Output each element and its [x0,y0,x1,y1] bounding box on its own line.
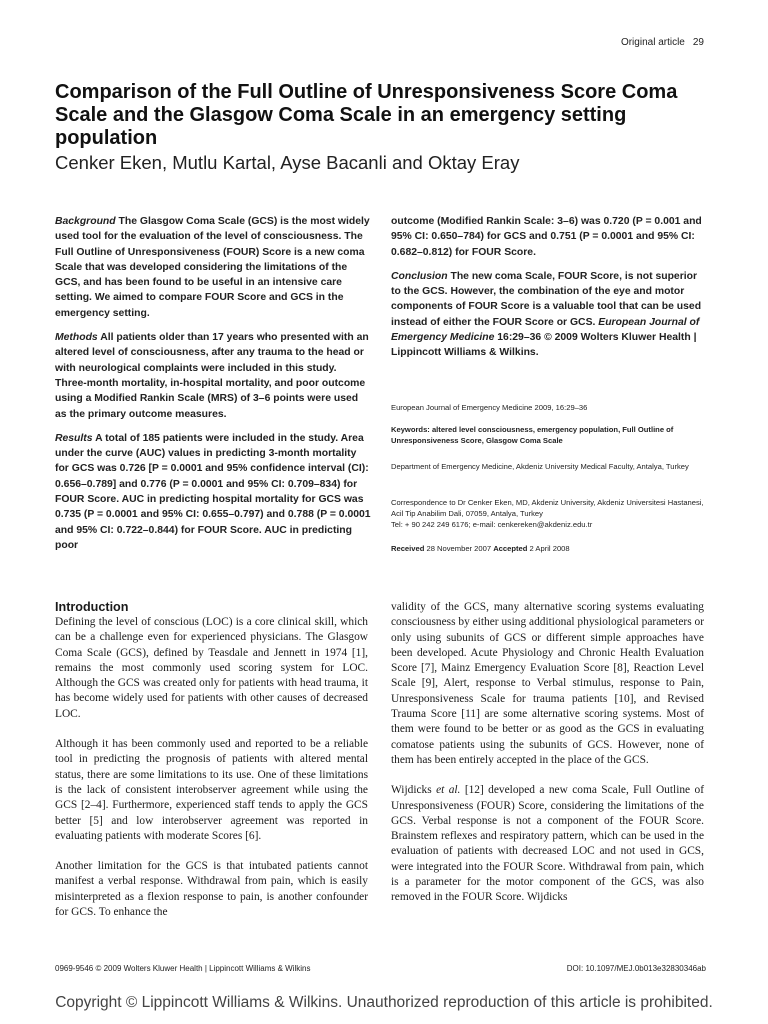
intro-paragraph-5 [391,783,704,905]
footer-issn: 0969-9546 © 2009 Wolters Kluwer Health | Lippincott Williams & Wilkins [55,964,311,973]
abstract-right-column [391,214,707,370]
accepted-date: 2 April 2008 [529,544,570,553]
citation-rest: 16:29–36 © 2009 Wolters Kluwer Health | Lippincott Williams & Wilkins. [391,332,697,359]
citation-journal: European Journal of Emergency Medicine [391,316,700,344]
abstract-results [55,431,371,553]
keywords [391,424,707,446]
journal-ref: 2009, 16:29–36 [534,403,588,412]
p5-text: [12] developed a new coma Scale, Full Outline of Unresponsiveness (FOUR) Score, considering the limitations of the GCS. Verbal response is not a component of the FOUR Score. Brainstem reflexes and respiratory pattern, which can be used in the evaluation of patients with decreased LOC and not used in GCS, were integrated into the FOUR Score. Withdrawal from pain, which is a parameter for the motor component of the GCS, was also removed in the FOUR Score. Wijdicks [391,784,704,904]
page-number: 29 [692,37,704,48]
keywords-label: Keywords: [391,425,430,434]
article-title: Comparison of the Full Outline of Unresponsiveness Score Coma Scale and the Glasgow Coma Scale in an emergency setting population [55,81,678,149]
background-text: The Glasgow Coma Scale (GCS) is the most widely used tool for the evaluation of the level of consciousness. The Full Outline of Unresponsiveness (FOUR) Score is a new coma Scale that was developed considering the limitations of the GCS, and has been found to be useful in an intensive care setting. We aimed to compare FOUR Score and GCS in the emergency setting. [55,216,370,319]
abstract-background [55,214,371,321]
intro-paragraph-3: Another limitation for the GCS is that intubated patients cannot manifest a verbal response. Withdrawal from pain, which is easily misinterpreted as a flexion response to pain, is another confounder for GCS. To enhance the [55,860,368,919]
introduction-heading: Introduction [55,600,129,614]
p5-author: Wijdicks [391,784,432,797]
abstract-conclusion [391,269,707,361]
intro-paragraph-1: Defining the level of conscious (LOC) is a core clinical skill, which can be a challenge even for experienced physicians. The Glasgow Coma Scale (GCS), defined by Teasdale and Jennett in 1974 [1], remains the most commonly used scoring system for LOC. Although the GCS was created only for patients with head trauma, it has become widely used for patients with other causes of decreased LOC. [55,616,368,720]
abstract-results-continued: outcome (Modified Rankin Scale: 3–6) was 0.720 (P = 0.001 and 95% CI: 0.650–784) for GCS and 0.751 (P = 0.0001 and 95% CI: 0.682–0.812) for FOUR Score. [391,216,702,258]
copyright-notice: Copyright © Lippincott Williams & Wilkins. Unauthorized reproduction of this article is prohibited. [55,994,713,1011]
running-head [621,37,704,48]
correspondence-contact: Tel: + 90 242 249 6176; e-mail: cenkereken@akdeniz.edu.tr [391,520,593,529]
journal-name: European Journal of Emergency Medicine [391,403,533,412]
correspondence-address: Correspondence to Dr Cenker Eken, MD, Akdeniz University, Akdeniz Universitesi Hastanesi, Acil Tip Anabilim Dali, 07059, Antalya, Turkey [391,498,704,518]
results-label: Results [55,432,93,444]
accepted-label: Accepted [493,544,528,553]
methods-label: Methods [55,332,98,344]
results-text: A total of 185 patients were included in the study. Area under the curve (AUC) values in predicting 3-month mortality for GCS was 0.726 [P = 0.0001 and 95% confidence interval (CI): 0.656–0.789] and 0.776 (P = 0.0001 and 95% CI: 0.709–834) for FOUR Score. AUC in predicting hospital mortality for GCS was 0.735 (P = 0.0001 and 95% CI: 0.655–0.797) and 0.788 (P = 0.0001 and 95% CI: 0.722–0.844) for FOUR Score. AUC in predicting poor [55,432,371,551]
section-label: Original article [620,37,685,48]
received-label: Received [391,544,425,553]
conclusion-text: The new coma Scale, FOUR Score, is not superior to the GCS. However, the combination of the eye and motor components of FOUR Score is a valuable tool that can be used instead of either the FOUR Score or GCS. [391,270,702,328]
received-date: 28 November 2007 [426,544,492,553]
p5-etal: et al. [436,784,461,797]
conclusion-label: Conclusion [391,270,448,282]
affiliation: Department of Emergency Medicine, Akdeniz University Medical Faculty, Antalya, Turkey [391,462,689,471]
journal-reference [391,402,707,413]
intro-paragraph-4: validity of the GCS, many alternative scoring systems evaluating consciousness by either using additional physiological parameters or only using subunits of GCS or different simple approaches have been developed. Acute Physiology and Chronic Health Evaluation Score [7], Mainz Emergency Evaluation Score [8], Reaction Level Scale [9], Alert, response to Verbal stimulus, response to Pain, Unresponsiveness Scale for trauma patients [10], and Revised Trauma Score [11] are some alternative scoring systems. Most of them were found to be better or as good as the GCS in evaluating comatose patients using the subunits of GCS. However, none of them has been entirely accepted in the place of the GCS. [391,601,704,766]
author-list: Cenker Eken, Mutlu Kartal, Ayse Bacanli and Oktay Eray [55,152,520,173]
correspondence [391,497,707,530]
received-accepted [391,543,707,554]
keywords-text: altered level consciousness, emergency population, Full Outline of Unresponsiveness Score, Glasgow Coma Scale [391,425,674,445]
body-left-column [55,600,368,935]
methods-text: All patients older than 17 years who presented with an altered level of consciousness, after any trauma to the head or with neurological complaints were included in this study. Three-month mortality, in-hospital mortality, and poor outcome using a Modified Rankin Scale (MRS) of 3–6 points were used as the primary outcome measures. [55,332,369,420]
intro-paragraph-2: Although it has been commonly used and reported to be a reliable tool in predicting the prognosis of patients with altered mental status, there are some limitations to its use. One of these limitations is the lack of consistent interobserver agreement while using the GCS [2–4]. Furthermore, experienced staff tends to apply the GCS better [5] and low interobserver agreement was reported in evaluating patients with moderate Scores [6]. [55,738,368,842]
background-label: Background [55,216,116,227]
abstract-left-column [55,214,371,562]
footer-doi: DOI: 10.1097/MEJ.0b013e32830346ab [566,964,706,973]
body-right-column [391,600,704,921]
abstract-methods [55,330,371,422]
